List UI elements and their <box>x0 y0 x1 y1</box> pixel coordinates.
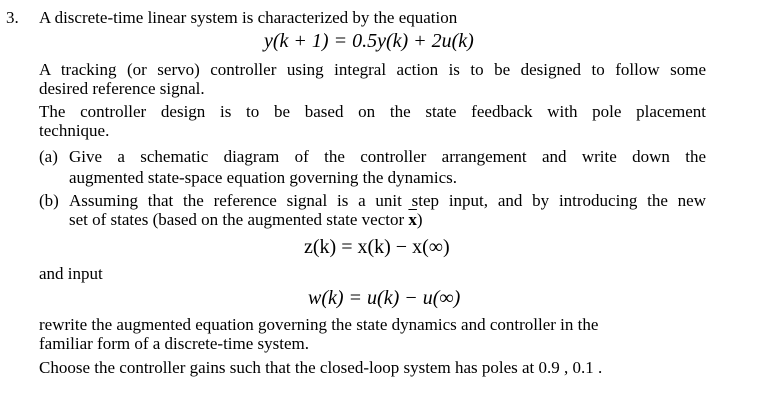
closing-parenthesis: ) <box>416 210 423 229</box>
part-a-label: (a) <box>39 147 58 166</box>
part-b-line-2-text: set of states (based on the augmented state vector <box>69 210 409 229</box>
part-b-label: (b) <box>39 191 59 210</box>
rewrite-line-1: rewrite the augmented equation governing the state dynamics and controller in the <box>39 315 599 334</box>
problem-intro: A discrete-time linear system is characterized by the equation <box>39 8 458 27</box>
system-equation: y(k + 1) = 0.5y(k) + 2u(k) <box>264 30 474 52</box>
controller-design-line-2: technique. <box>39 121 110 140</box>
and-input-text: and input <box>39 264 103 283</box>
part-b-line-1: Assuming that the reference signal is a unit step input, and by introducing the new <box>69 191 706 210</box>
augmented-state-vector: $\overline{x}$ <box>408 210 417 229</box>
pole-placement-line: Choose the controller gains such that the closed-loop system has poles at 0.9 , 0.1 . <box>39 358 603 377</box>
tracking-controller-line-2: desired reference signal. <box>39 79 205 98</box>
controller-design-line-1: The controller design is to be based on the state feedback with pole placement <box>39 102 706 121</box>
problem-number: 3. <box>6 8 19 27</box>
tracking-controller-line-1: A tracking (or servo) controller using integral action is to be designed to follow some <box>39 60 706 79</box>
rewrite-line-2: familiar form of a discrete-time system. <box>39 334 310 353</box>
part-a-line-1: Give a schematic diagram of the controller arrangement and write down the <box>69 147 706 166</box>
part-a-line-2: augmented state-space equation governing the dynamics. <box>69 168 458 187</box>
w-definition-equation: w(k) = u(k) − u(∞) <box>308 287 461 309</box>
part-b-line-2 <box>69 210 423 230</box>
z-definition-equation: z(k) = x(k) − x(∞) <box>304 236 450 258</box>
